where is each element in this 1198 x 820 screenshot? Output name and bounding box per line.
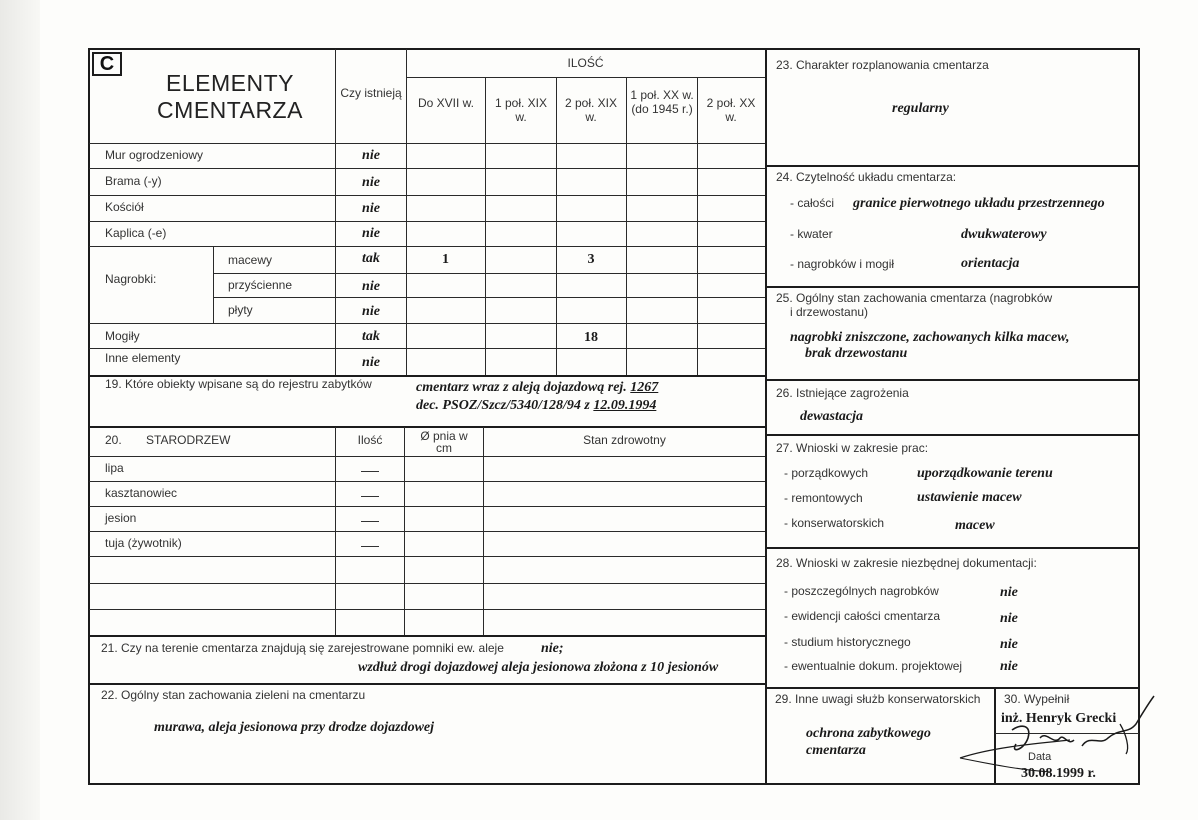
grid-line — [89, 221, 765, 222]
q22-answer: murawa, aleja jesionowa przy drodze dojazdowej — [154, 720, 435, 735]
header-exists: Czy istnieją — [340, 86, 402, 100]
count-value: 18 — [584, 330, 598, 345]
q23-label: 23. Charakter rozplanowania cmentarza — [776, 58, 989, 72]
q28-row-label: - poszczególnych nagrobków — [784, 584, 939, 598]
grid-line — [626, 77, 627, 376]
grid-line — [89, 506, 765, 507]
q24-row-answer: orientacja — [961, 256, 1020, 271]
q24-row-label: - nagrobków i mogił — [790, 257, 895, 271]
grid-line — [89, 195, 765, 196]
tree-label: kasztanowiec — [105, 486, 178, 500]
element-label: Mur ogrodzeniowy — [105, 148, 204, 162]
grid-line — [406, 77, 765, 78]
dash-mark — [361, 546, 379, 547]
exists-value: nie — [362, 304, 380, 319]
q25-label-line2: i drzewostanu) — [790, 305, 869, 319]
q27-row-label: - remontowych — [784, 491, 863, 505]
grid-line — [89, 143, 765, 144]
element-label: Brama (-y) — [105, 174, 162, 188]
grid-line — [89, 168, 765, 169]
grid-line — [213, 297, 765, 298]
q26-label: 26. Istniejące zagrożenia — [776, 386, 909, 400]
element-label: płyty — [228, 303, 253, 317]
q29-label: 29. Inne uwagi służb konserwatorskich — [775, 692, 981, 706]
section-title: ELEMENTY CMENTARZA — [157, 70, 303, 123]
grid-line — [766, 165, 1140, 167]
q28-row-answer: nie — [1000, 659, 1018, 674]
q23-answer: regularny — [892, 101, 949, 116]
grid-line — [89, 323, 765, 324]
q29-answer-line1: ochrona zabytkowego — [806, 726, 931, 741]
scan-edge — [0, 0, 40, 820]
q30-date-label: Data — [1028, 751, 1052, 763]
tree-label: tuja (żywotnik) — [105, 536, 182, 550]
q27-label: 27. Wnioski w zakresie prac: — [776, 441, 929, 455]
col-stan: Stan zdrowotny — [583, 433, 666, 447]
header-col-5: 2 poł. XX w. — [706, 96, 756, 124]
grid-line — [89, 683, 765, 685]
nagrobki-label: Nagrobki: — [105, 272, 157, 286]
grid-line — [89, 556, 765, 557]
exists-value: tak — [362, 251, 380, 266]
q30-name: inż. Henryk Grecki — [1001, 711, 1117, 726]
element-label: przyścienne — [228, 278, 293, 292]
grid-line — [89, 456, 765, 457]
exists-value: nie — [362, 148, 380, 163]
q19-label: 19. Które obiekty wpisane są do rejestru zabytków — [105, 377, 372, 391]
grid-line — [89, 481, 765, 482]
q21-answer-line1: nie; — [541, 641, 564, 656]
dash-mark — [361, 471, 379, 472]
q22-label: 22. Ogólny stan zachowania zieleni na cmentarzu — [101, 688, 366, 702]
element-label: Kaplica (-e) — [105, 226, 167, 240]
col-pnia: Ø pnia w cm — [420, 429, 468, 455]
element-label: Inne elementy — [105, 351, 181, 365]
q24-row-label: - kwater — [790, 227, 833, 241]
grid-line — [89, 531, 765, 532]
col-ilosc: Ilość — [357, 433, 383, 447]
grid-line — [213, 246, 214, 323]
grid-line — [766, 379, 1140, 381]
q28-label: 28. Wnioski w zakresie niezbędnej dokumentacji: — [776, 556, 1037, 570]
q21-label: 21. Czy na terenie cmentarza znajdują się zarejestrowane pomniki ew. aleje — [101, 641, 504, 655]
header-ilosc: ILOŚĆ — [567, 56, 604, 70]
element-label: Mogiły — [105, 329, 140, 343]
exists-value: tak — [362, 329, 380, 344]
q27-row-answer: ustawienie macew — [917, 490, 1022, 505]
dash-mark — [361, 496, 379, 497]
signature — [950, 694, 1160, 774]
count-value: 1 — [442, 252, 449, 267]
q19-answer-line2: dec. PSOZ/Szcz/5340/128/94 z 12.09.1994 — [416, 398, 657, 413]
header-col-1: Do XVII w. — [417, 96, 475, 110]
dash-mark — [361, 521, 379, 522]
count-value: 3 — [587, 252, 595, 267]
exists-value: nie — [362, 355, 380, 370]
q27-row-label: - konserwatorskich — [784, 516, 885, 530]
q25-answer-line2: brak drzewostanu — [805, 346, 908, 361]
column-divider — [765, 49, 767, 784]
grid-line — [213, 273, 765, 274]
grid-line — [406, 49, 407, 376]
starodrzew-title: STARODRZEW — [146, 433, 231, 447]
q27-row-answer: uporządkowanie terenu — [917, 466, 1053, 481]
exists-value: nie — [362, 279, 380, 294]
grid-line — [766, 687, 1140, 689]
q25-label-line1: 25. Ogólny stan zachowania cmentarza (nagrobków — [776, 291, 1053, 305]
q30-date: 30.08.1999 r. — [1021, 766, 1096, 781]
exists-value: nie — [362, 226, 380, 241]
q30-label: 30. Wypełnił — [1004, 692, 1070, 706]
q28-row-answer: nie — [1000, 585, 1018, 600]
grid-line — [89, 583, 765, 584]
q24-row-answer: granice pierwotnego układu przestrzennego — [853, 196, 1105, 211]
grid-line — [697, 77, 698, 376]
section-letter: C — [92, 52, 122, 76]
starodrzew-num: 20. — [105, 433, 122, 447]
q28-row-label: - ewentualnie dokum. projektowej — [784, 659, 963, 673]
q24-row-label: - całości — [790, 196, 835, 210]
q24-row-answer: dwukwaterowy — [961, 227, 1047, 242]
exists-value: nie — [362, 175, 380, 190]
element-label: Kościół — [105, 200, 144, 214]
grid-line — [89, 635, 765, 637]
q27-row-label: - porządkowych — [784, 466, 869, 480]
exists-value: nie — [362, 201, 380, 216]
element-label: macewy — [228, 253, 273, 267]
q28-row-label: - studium historycznego — [784, 635, 911, 649]
header-col-3: 2 poł. XIX w. — [564, 96, 618, 124]
q28-row-answer: nie — [1000, 637, 1018, 652]
q24-label: 24. Czytelność układu cmentarza: — [776, 170, 957, 184]
grid-line — [89, 609, 765, 610]
q26-answer: dewastacja — [800, 409, 863, 424]
tree-label: lipa — [105, 461, 124, 475]
q21-answer-line2: wzdłuż drogi dojazdowej aleja jesionowa złożona z 10 jesionów — [358, 660, 719, 675]
grid-line — [766, 547, 1140, 549]
grid-line — [89, 426, 765, 428]
header-col-4: 1 poł. XX w. (do 1945 r.) — [630, 88, 694, 116]
grid-line — [766, 286, 1140, 288]
grid-line — [89, 246, 765, 247]
header-col-2: 1 poł. XIX w. — [494, 96, 548, 124]
q25-answer-line1: nagrobki zniszczone, zachowanych kilka macew, — [790, 330, 1070, 345]
tree-label: jesion — [105, 511, 137, 525]
q28-row-label: - ewidencji całości cmentarza — [784, 609, 941, 623]
grid-line — [89, 348, 765, 349]
q29-answer-line2: cmentarza — [806, 743, 866, 758]
q19-answer-line1: cmentarz wraz z aleją dojazdową rej. 1267 — [416, 380, 659, 395]
grid-line — [485, 77, 486, 376]
grid-line — [766, 434, 1140, 436]
q27-row-answer: macew — [955, 518, 995, 533]
q28-row-answer: nie — [1000, 611, 1018, 626]
